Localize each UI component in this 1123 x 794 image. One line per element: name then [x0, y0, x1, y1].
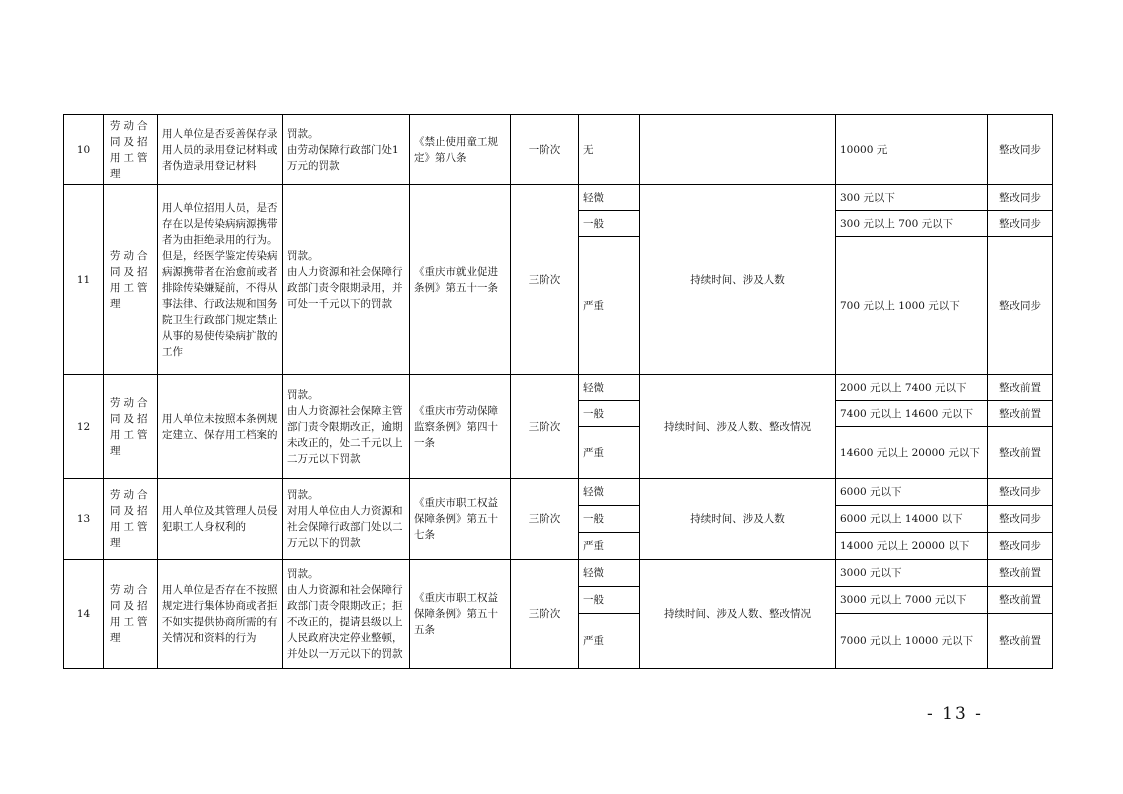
- page-number: - 13 -: [927, 704, 983, 724]
- mode-cell: 整改前置: [988, 401, 1053, 427]
- levels-cell: 三阶次: [511, 375, 579, 479]
- mode-cell: 整改前置: [988, 614, 1053, 669]
- penalty-cell: 罚款。 对用人单位由人力资源和社会保障行政部门处以二万元以下的罚款: [283, 479, 410, 560]
- mode-cell: 整改前置: [988, 560, 1053, 587]
- grade-cell: 轻微: [579, 479, 640, 506]
- grade-cell: 严重: [579, 237, 640, 375]
- grade-cell: 轻微: [579, 560, 640, 587]
- table-row: [64, 185, 1053, 211]
- violation-cell: 用人单位是否妥善保存录用人员的录用登记材料或者伪造录用登记材料: [158, 115, 283, 185]
- factors-cell: [640, 115, 836, 185]
- amount-cell: 700 元以上 1000 元以下: [836, 237, 988, 375]
- penalty-cell: 罚款。 由人力资源和社会保障行政部门责令限期改正；拒不改正的，提请县级以上人民政府决定停业整顿，并处以一万元以下的罚款: [283, 560, 410, 669]
- row-number: 11: [64, 185, 104, 375]
- amount-cell: 14000 元以上 20000 以下: [836, 533, 988, 560]
- levels-cell: 三阶次: [511, 560, 579, 669]
- violation-cell: 用人单位未按照本条例规定建立、保存用工档案的: [158, 375, 283, 479]
- category-cell: 劳动合同及招用工管理: [104, 479, 158, 560]
- table-row: [64, 560, 1053, 587]
- mode-cell: 整改同步: [988, 211, 1053, 237]
- grade-cell: 严重: [579, 533, 640, 560]
- mode-cell: 整改同步: [988, 533, 1053, 560]
- penalty-cell: 罚款。 由劳动保障行政部门处1万元的罚款: [283, 115, 410, 185]
- grade-cell: 一般: [579, 506, 640, 533]
- grade-cell: 一般: [579, 211, 640, 237]
- amount-cell: 7000 元以上 10000 元以下: [836, 614, 988, 669]
- amount-cell: 10000 元: [836, 115, 988, 185]
- violation-cell: 用人单位招用人员，是否存在以是传染病病源携带者为由拒绝录用的行为。但是，经医学鉴定传染病病源携带者在治愈前或者排除传染嫌疑前，不得从事法律、行政法规和国务院卫生行政部门规定禁止从事的易使传染病扩散的工作: [158, 185, 283, 375]
- mode-cell: 整改前置: [988, 587, 1053, 614]
- basis-cell: 《重庆市职工权益保障条例》第五十五条: [410, 560, 511, 669]
- category-cell: 劳动合同及招用工管理: [104, 185, 158, 375]
- table-row: [64, 375, 1053, 401]
- amount-cell: 3000 元以上 7000 元以下: [836, 587, 988, 614]
- mode-cell: 整改前置: [988, 375, 1053, 401]
- row-number: 12: [64, 375, 104, 479]
- factors-cell: 持续时间、涉及人数、整改情况: [640, 375, 836, 479]
- amount-cell: 6000 元以下: [836, 479, 988, 506]
- mode-cell: 整改同步: [988, 479, 1053, 506]
- factors-cell: 持续时间、涉及人数、整改情况: [640, 560, 836, 669]
- table-row: [64, 115, 1053, 185]
- violation-cell: 用人单位及其管理人员侵犯职工人身权利的: [158, 479, 283, 560]
- amount-cell: 14600 元以上 20000 元以下: [836, 427, 988, 479]
- mode-cell: 整改前置: [988, 427, 1053, 479]
- basis-cell: 《禁止使用童工规定》第八条: [410, 115, 511, 185]
- category-cell: 劳动合同及招用工管理: [104, 115, 158, 185]
- row-number: 14: [64, 560, 104, 669]
- grade-cell: 一般: [579, 587, 640, 614]
- levels-cell: 三阶次: [511, 185, 579, 375]
- row-number: 10: [64, 115, 104, 185]
- amount-cell: 6000 元以上 14000 以下: [836, 506, 988, 533]
- grade-cell: 严重: [579, 427, 640, 479]
- mode-cell: 整改同步: [988, 506, 1053, 533]
- factors-cell: 持续时间、涉及人数: [640, 479, 836, 560]
- levels-cell: 三阶次: [511, 479, 579, 560]
- basis-cell: 《重庆市职工权益保障条例》第五十七条: [410, 479, 511, 560]
- mode-cell: 整改同步: [988, 115, 1053, 185]
- table-body: [64, 115, 1053, 669]
- table-row: [64, 479, 1053, 506]
- penalty-cell: 罚款。 由人力资源社会保障主管部门责令限期改正，逾期未改正的，处二千元以上二万元以下罚款: [283, 375, 410, 479]
- grade-cell: 严重: [579, 614, 640, 669]
- basis-cell: 《重庆市就业促进条例》第五十一条: [410, 185, 511, 375]
- grade-cell: 轻微: [579, 375, 640, 401]
- grade-cell: 一般: [579, 401, 640, 427]
- penalty-table: [63, 114, 1053, 669]
- amount-cell: 300 元以上 700 元以下: [836, 211, 988, 237]
- amount-cell: 3000 元以下: [836, 560, 988, 587]
- amount-cell: 7400 元以上 14600 元以下: [836, 401, 988, 427]
- penalty-cell: 罚款。 由人力资源和社会保障行政部门责令限期录用，并可处一千元以下的罚款: [283, 185, 410, 375]
- category-cell: 劳动合同及招用工管理: [104, 560, 158, 669]
- row-number: 13: [64, 479, 104, 560]
- grade-cell: 无: [579, 115, 640, 185]
- basis-cell: 《重庆市劳动保障监察条例》第四十一条: [410, 375, 511, 479]
- levels-cell: 一阶次: [511, 115, 579, 185]
- mode-cell: 整改同步: [988, 185, 1053, 211]
- grade-cell: 轻微: [579, 185, 640, 211]
- amount-cell: 2000 元以上 7400 元以下: [836, 375, 988, 401]
- amount-cell: 300 元以下: [836, 185, 988, 211]
- factors-cell: 持续时间、涉及人数: [640, 185, 836, 375]
- mode-cell: 整改同步: [988, 237, 1053, 375]
- violation-cell: 用人单位是否存在不按照规定进行集体协商或者拒不如实提供协商所需的有关情况和资料的行为: [158, 560, 283, 669]
- category-cell: 劳动合同及招用工管理: [104, 375, 158, 479]
